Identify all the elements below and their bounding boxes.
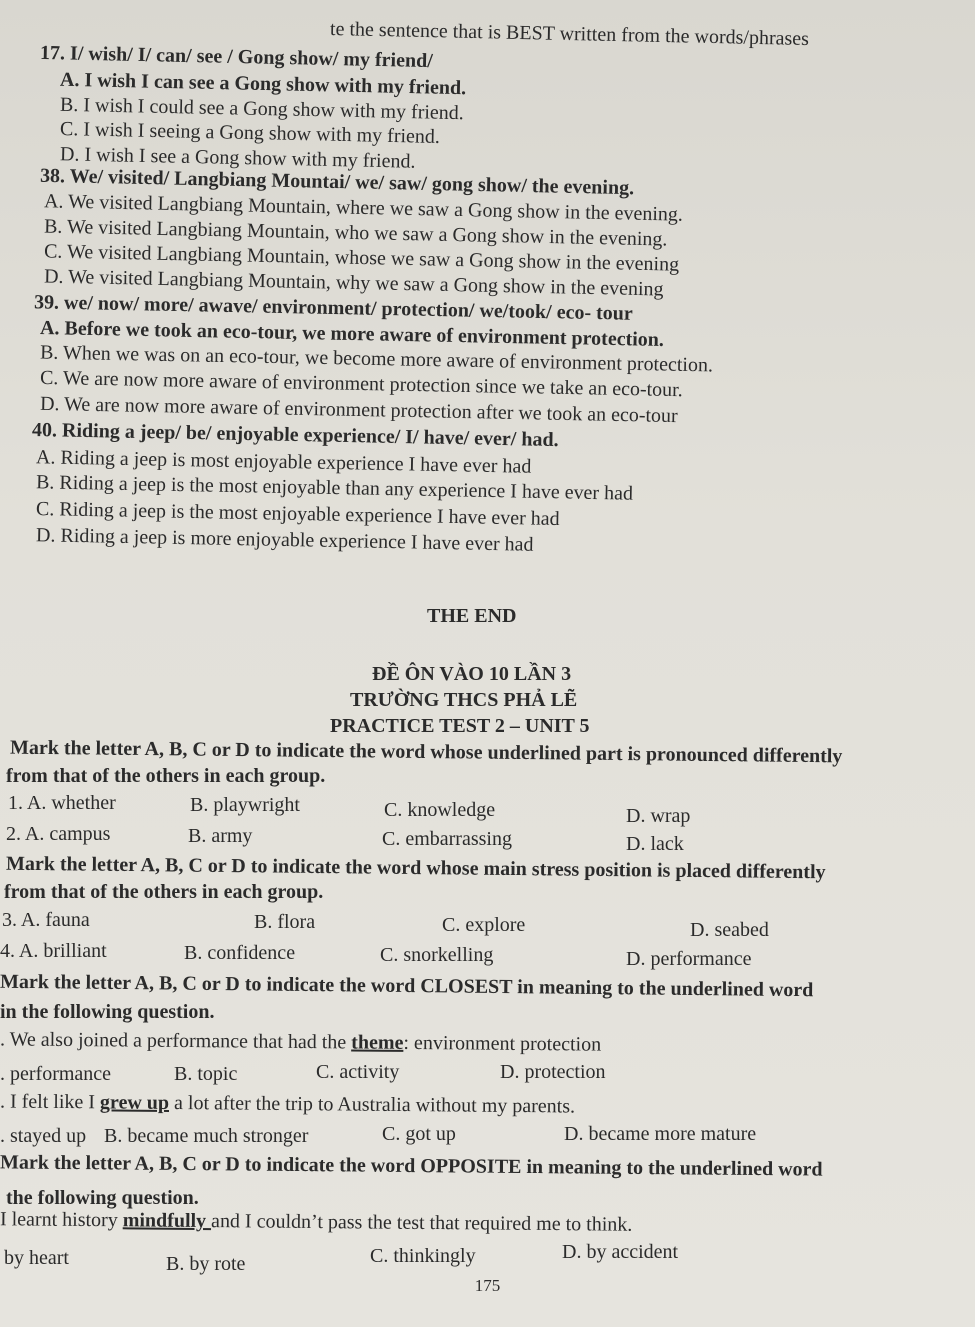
question-5-text-end: : environment protection — [403, 1031, 602, 1056]
question-2-option-b: B. army — [188, 825, 253, 847]
test-title-line-1: ĐỀ ÔN VÀO 10 LẦN 3 — [372, 663, 572, 685]
question-38-stem: 38. We/ visited/ Langbiang Mountai/ we/ saw/ gong show/ the evening. — [39, 164, 635, 200]
section-4-instruction-cont: the following question. — [6, 1187, 199, 1209]
question-7-option-b: B. by rote — [166, 1253, 246, 1275]
test-title-line-3: PRACTICE TEST 2 – UNIT 5 — [330, 715, 590, 737]
question-38-option-d: D. We visited Langbiang Mountain, why we saw a Gong show in the evening — [43, 265, 664, 301]
question-4-option-a: 4. A. brilliant — [0, 940, 107, 962]
question-38-option-c: C. We visited Langbiang Mountain, whose we saw a Gong show in the evening — [43, 240, 680, 276]
question-7-option-c: C. thinkingly — [370, 1245, 476, 1267]
question-4-option-d: D. performance — [626, 948, 752, 970]
question-5-text-start: . We also joined a performance that had the — [0, 1028, 352, 1054]
question-6-text-end: a lot after the trip to Australia without my parents. — [168, 1091, 576, 1118]
question-40-option-b: B. Riding a jeep is the most enjoyable than any experience I have ever had — [35, 471, 634, 505]
question-2-option-d: D. lack — [626, 833, 684, 855]
question-7-text-end: and I couldn’t pass the test that required me to think. — [211, 1210, 633, 1236]
question-39-option-d: D. We are now more aware of environment protection after we took an eco-tour — [39, 392, 678, 428]
section-1-instruction: Mark the letter A, B, C or D to indicate the word whose underlined part is pronounced differently — [9, 736, 843, 768]
question-6-option-b: B. became much stronger — [104, 1125, 309, 1147]
question-7-underlined-word: mindfully — [122, 1209, 212, 1233]
question-39-option-c: C. We are now more aware of environment protection since we take an eco-tour. — [39, 366, 683, 402]
question-5-text — [0, 1027, 601, 1056]
page-number: 175 — [474, 1276, 501, 1295]
question-40-stem: 40. Riding a jeep/ be/ enjoyable experience/ I/ have/ ever/ had. — [31, 418, 559, 452]
section-4-instruction: Mark the letter A, B, C or D to indicate the word OPPOSITE in meaning to the underlined word — [0, 1151, 823, 1181]
question-6-text-start: . I felt like I — [0, 1090, 101, 1114]
question-5-option-a: . performance — [0, 1063, 112, 1085]
question-6-text — [0, 1089, 575, 1118]
question-3-option-a: 3. A. fauna — [2, 909, 90, 931]
question-39-stem: 39. we/ now/ more/ awave/ environment/ protection/ we/took/ eco- tour — [33, 291, 633, 325]
question-6-underlined-word: grew up — [99, 1091, 170, 1114]
question-6-option-a: . stayed up — [0, 1125, 87, 1147]
header-instruction: te the sentence that is BEST written from the words/phrases — [329, 17, 810, 51]
question-4-option-b: B. confidence — [184, 942, 296, 964]
question-1-option-b: B. playwright — [190, 794, 300, 816]
question-3-option-b: B. flora — [254, 911, 316, 933]
section-3-instruction-cont: in the following question. — [0, 1001, 215, 1023]
question-7-text — [0, 1207, 632, 1237]
question-1-option-d: D. wrap — [626, 805, 691, 827]
question-37-option-a: A. I wish I can see a Gong show with my friend. — [59, 68, 467, 100]
question-38-option-a: A. We visited Langbiang Mountain, where we saw a Gong show in the evening. — [43, 190, 684, 226]
section-3-instruction: Mark the letter A, B, C or D to indicate the word CLOSEST in meaning to the underlined word — [0, 970, 814, 1002]
question-7-option-a: by heart — [4, 1247, 69, 1269]
question-4-option-c: C. snorkelling — [380, 944, 494, 966]
question-40-option-a: A. Riding a jeep is most enjoyable experience I have ever had — [35, 446, 532, 478]
question-39-option-a: A. Before we took an eco-tour, we more aware of environment protection. — [39, 317, 665, 351]
question-2-option-c: C. embarrassing — [382, 828, 512, 850]
question-1-option-c: C. knowledge — [384, 799, 496, 821]
question-37-stem: 17. I/ wish/ I/ can/ see / Gong show/ my friend/ — [39, 41, 433, 73]
test-title-line-2: TRƯỜNG THCS PHẢ LẼ — [350, 689, 578, 711]
question-38-option-b: B. We visited Langbiang Mountain, who we saw a Gong show in the evening. — [43, 215, 668, 251]
question-5-option-c: C. activity — [316, 1061, 400, 1083]
question-7-option-d: D. by accident — [562, 1241, 679, 1263]
question-37-option-b: B. I wish I could see a Gong show with my friend. — [59, 93, 465, 125]
question-1-option-a: 1. A. whether — [8, 792, 116, 814]
section-2-instruction: Mark the letter A, B, C or D to indicate the word whose main stress position is placed differently — [5, 852, 826, 884]
question-3-option-d: D. seabed — [690, 919, 769, 941]
section-2-instruction-cont: from that of the others in each group. — [4, 881, 324, 903]
question-40-option-d: D. Riding a jeep is more enjoyable experience I have ever had — [35, 524, 534, 556]
question-5-option-d: D. protection — [500, 1061, 606, 1083]
question-6-option-d: D. became more mature — [564, 1123, 757, 1145]
question-39-option-b: B. When we was on an eco-tour, we become more aware of environment protection. — [39, 341, 714, 377]
question-5-underlined-word: theme — [351, 1031, 404, 1054]
question-40-option-c: C. Riding a jeep is the most enjoyable experience I have ever had — [35, 497, 560, 531]
question-37-option-d: D. I wish I see a Gong show with my friend. — [59, 143, 416, 173]
question-3-option-c: C. explore — [442, 914, 526, 936]
question-37-option-c: C. I wish I seeing a Gong show with my friend. — [59, 118, 441, 148]
section-1-instruction-cont: from that of the others in each group. — [6, 765, 326, 787]
question-6-option-c: C. got up — [382, 1123, 456, 1145]
question-5-option-b: B. topic — [174, 1063, 238, 1085]
question-2-option-a: 2. A. campus — [6, 823, 111, 845]
question-7-text-start: I learnt history — [0, 1208, 123, 1232]
the-end-label: THE END — [427, 605, 517, 627]
